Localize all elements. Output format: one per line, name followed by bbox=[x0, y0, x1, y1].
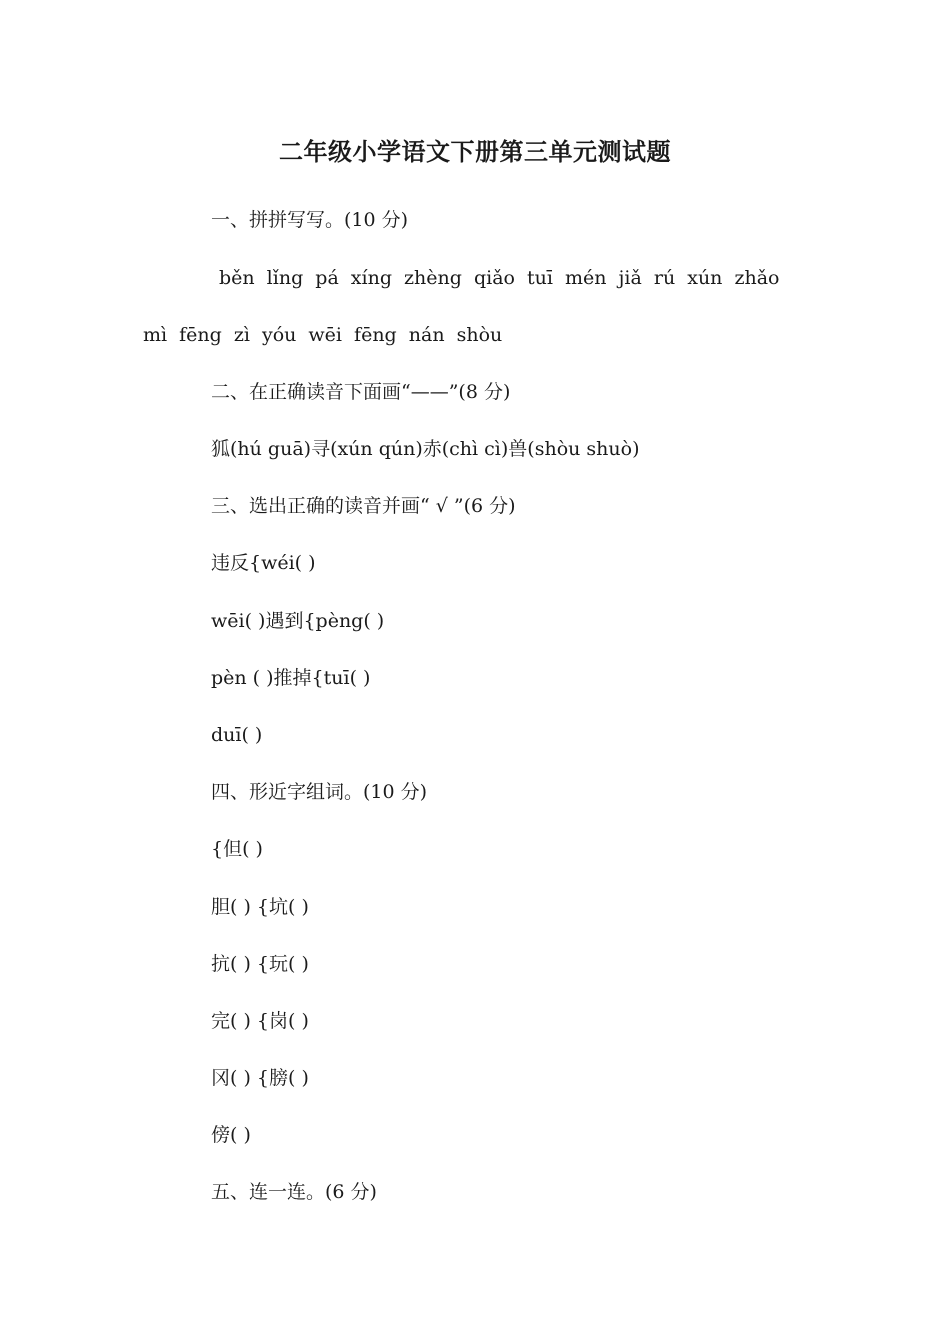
section-3-line-1: 违反{wéi( ) bbox=[211, 552, 316, 574]
section-3-heading: 三、选出正确的读音并画“ √ ”(6 分) bbox=[211, 495, 516, 517]
pinyin-line-1: běn lǐng pá xíng zhèng qiǎo tuī mén jiǎ rú xún zhǎo bbox=[219, 267, 780, 289]
section-4-line-2: 胆( ) {坑( ) bbox=[211, 896, 309, 918]
section-2-content: 狐(hú guā)寻(xún qún)赤(chì cì)兽(shòu shuò) bbox=[211, 438, 640, 460]
section-3-line-4: duī( ) bbox=[211, 724, 263, 746]
section-4-heading: 四、形近字组词。(10 分) bbox=[211, 781, 428, 803]
section-1-heading: 一、拼拼写写。(10 分) bbox=[211, 209, 409, 231]
section-4-line-5: 冈( ) {膀( ) bbox=[211, 1067, 309, 1089]
section-4-line-3: 抗( ) {玩( ) bbox=[211, 953, 309, 975]
document-title: 二年级小学语文下册第三单元测试题 bbox=[279, 137, 671, 166]
section-3-line-2: wēi( )遇到{pèng( ) bbox=[211, 610, 385, 632]
pinyin-line-2: mì fēng zì yóu wēi fēng nán shòu bbox=[143, 324, 503, 346]
section-3-line-3: pèn ( )推掉{tuī( ) bbox=[211, 667, 371, 689]
section-4-line-4: 完( ) {岗( ) bbox=[211, 1010, 309, 1032]
section-5-heading: 五、连一连。(6 分) bbox=[211, 1181, 377, 1203]
section-4-line-6: 傍( ) bbox=[211, 1124, 251, 1146]
section-2-heading: 二、在正确读音下面画“——”(8 分) bbox=[211, 381, 511, 403]
section-4-line-1: {但( ) bbox=[211, 838, 263, 860]
